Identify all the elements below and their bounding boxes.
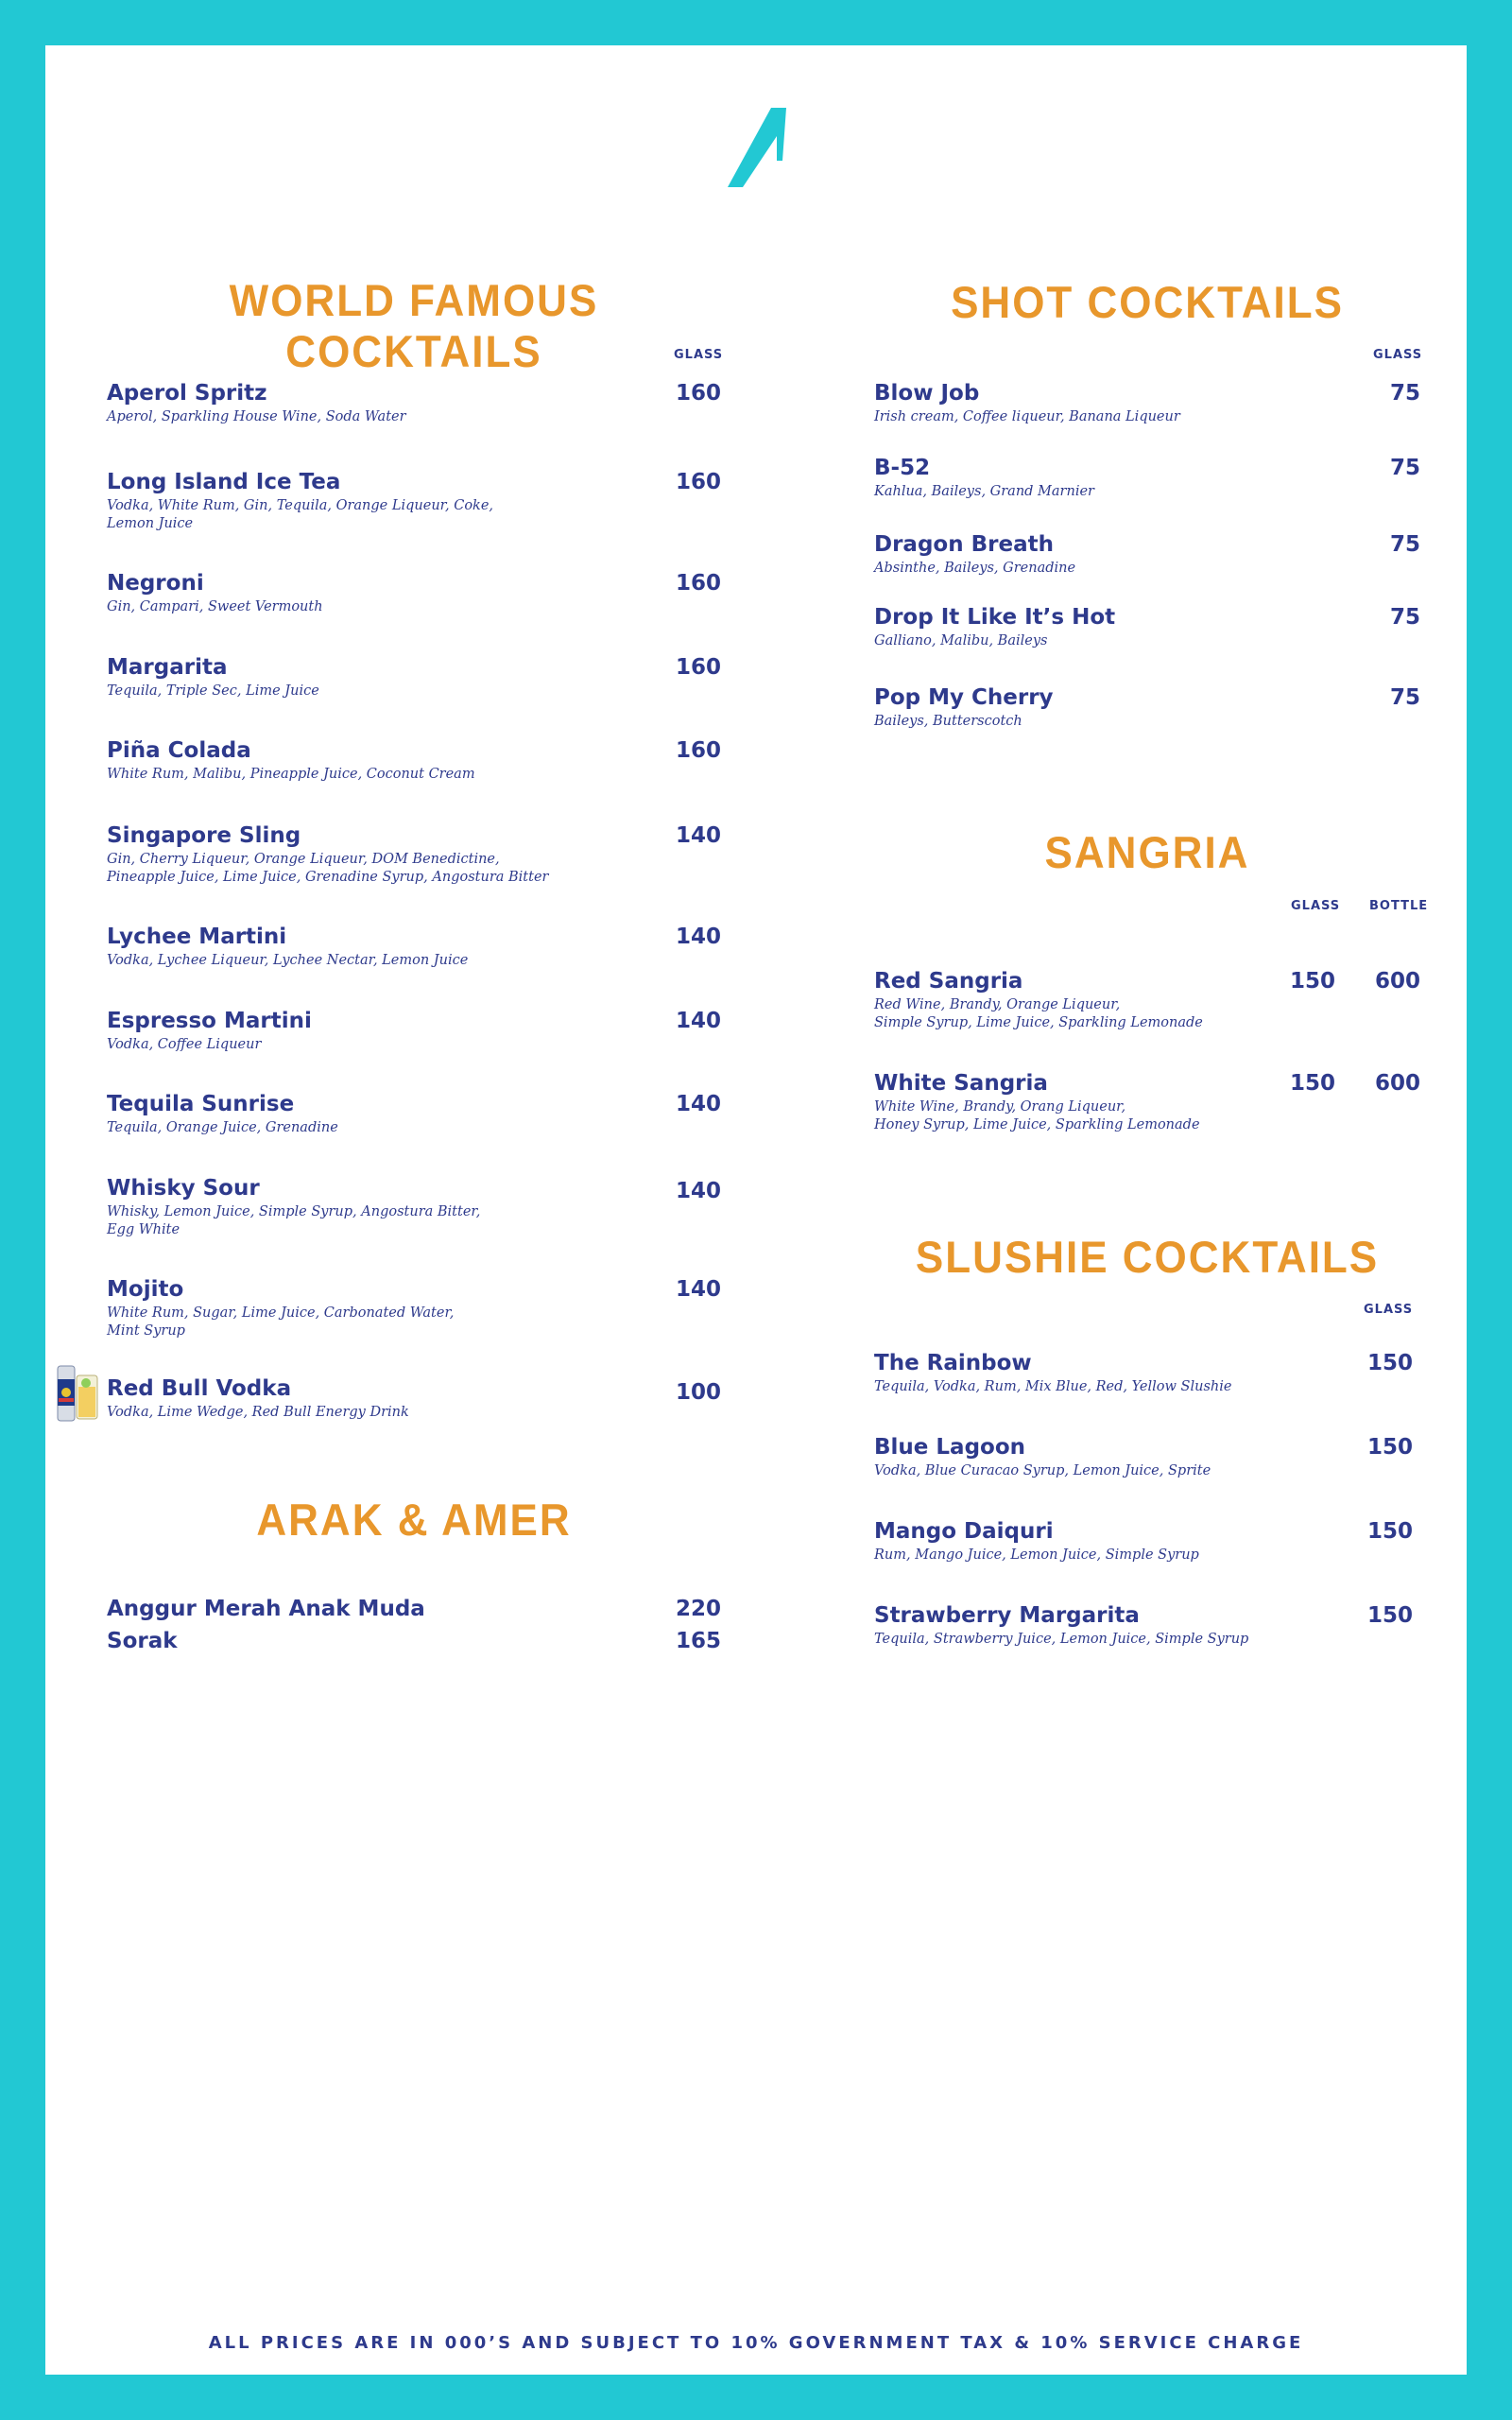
item-description: White Wine, Brandy, Orang Liqueur, Honey Syrup, Lime Juice, Sparkling Lemonade <box>874 1099 1200 1132</box>
item-price: 75 <box>1389 381 1420 406</box>
item-price-bottle: 600 <box>1374 969 1420 994</box>
menu-item <box>874 1518 1420 1564</box>
menu-item <box>107 1596 721 1622</box>
item-price: 75 <box>1389 532 1420 557</box>
redbull-can-icon <box>56 1362 101 1423</box>
item-price: 75 <box>1389 685 1420 710</box>
slushie-title: SLUSHIE COCKTAILS <box>915 1233 1380 1283</box>
item-description: Rum, Mango Juice, Lemon Juice, Simple Syrup <box>874 1547 1199 1563</box>
sangria-title: SANGRIA <box>1044 828 1250 878</box>
item-description: White Rum, Sugar, Lime Juice, Carbonated Water, Mint Syrup <box>107 1305 455 1339</box>
item-price: 150 <box>1366 1519 1413 1544</box>
item-price: 160 <box>675 381 721 406</box>
item-description: Gin, Cherry Liqueur, Orange Liqueur, DOM Benedictine, Pineapple Juice, Lime Juice, Grenadine Syrup, Angostura Bitter <box>107 852 549 885</box>
sangria-bottle-header: BOTTLE <box>1369 899 1429 913</box>
menu-item <box>874 1434 1420 1480</box>
menu-item <box>107 654 721 700</box>
menu-item <box>874 968 1420 1032</box>
item-price: 160 <box>675 655 721 680</box>
item-price-glass: 150 <box>1289 1071 1335 1096</box>
item-price: 75 <box>1389 456 1420 480</box>
item-description: Vodka, Lime Wedge, Red Bull Energy Drink <box>107 1405 409 1420</box>
item-description: Red Wine, Brandy, Orange Liqueur, Simple Syrup, Lime Juice, Sparkling Lemonade <box>874 997 1203 1030</box>
item-price: 150 <box>1366 1435 1413 1460</box>
item-description: Vodka, Blue Curacao Syrup, Lemon Juice, Sprite <box>874 1463 1211 1478</box>
item-name: Pop My Cherry <box>874 685 1054 710</box>
item-price: 140 <box>675 823 721 848</box>
item-price: 165 <box>675 1629 721 1653</box>
item-name: Piña Colada <box>107 738 251 763</box>
menu-item <box>107 1276 721 1340</box>
item-name: Mango Daiquri <box>874 1519 1054 1544</box>
menu-item <box>874 455 1420 501</box>
menu-item <box>874 604 1420 650</box>
item-price: 140 <box>675 1009 721 1033</box>
item-description: Tequila, Vodka, Rum, Mix Blue, Red, Yellow Slushie <box>874 1379 1232 1394</box>
item-name: Aperol Spritz <box>107 381 267 406</box>
item-price: 150 <box>1366 1603 1413 1628</box>
item-description: Kahlua, Baileys, Grand Marnier <box>874 484 1094 499</box>
menu-page <box>45 45 1467 2375</box>
item-name: Drop It Like It’s Hot <box>874 605 1116 630</box>
item-description: Absinthe, Baileys, Grenadine <box>874 561 1076 576</box>
item-name: Sorak <box>107 1629 178 1653</box>
item-name: Red Sangria <box>874 969 1023 994</box>
item-name: White Sangria <box>874 1071 1048 1096</box>
item-name: Red Bull Vodka <box>107 1376 292 1401</box>
item-price: 140 <box>675 1179 721 1203</box>
item-description: Whisky, Lemon Juice, Simple Syrup, Angostura Bitter, Egg White <box>107 1204 481 1237</box>
item-name: Mojito <box>107 1277 184 1302</box>
item-price: 75 <box>1389 605 1420 630</box>
item-name: Dragon Breath <box>874 532 1054 557</box>
logo-icon <box>728 108 794 187</box>
item-description: Vodka, Coffee Liqueur <box>107 1037 262 1052</box>
menu-item <box>107 737 721 784</box>
item-price: 140 <box>675 925 721 949</box>
sangria-glass-header: GLASS <box>1291 899 1341 913</box>
menu-item <box>107 380 721 426</box>
menu-item <box>874 1602 1420 1649</box>
item-price: 140 <box>675 1277 721 1302</box>
arak-title: ARAK & AMER <box>256 1495 572 1546</box>
item-description: Vodka, White Rum, Gin, Tequila, Orange Liqueur, Coke, Lemon Juice <box>107 498 494 531</box>
item-description: Baileys, Butterscotch <box>874 714 1022 729</box>
menu-item <box>107 924 721 970</box>
world-famous-glass-header: GLASS <box>674 348 724 362</box>
item-price: 140 <box>675 1092 721 1116</box>
item-name: Negroni <box>107 571 204 596</box>
item-description: Aperol, Sparkling House Wine, Soda Water <box>107 409 406 424</box>
item-name: Whisky Sour <box>107 1176 260 1201</box>
item-description: Tequila, Triple Sec, Lime Juice <box>107 683 319 699</box>
item-price: 220 <box>675 1597 721 1621</box>
item-name: Anggur Merah Anak Muda <box>107 1597 425 1621</box>
shot-glass-header: GLASS <box>1373 348 1423 362</box>
item-name: Tequila Sunrise <box>107 1092 295 1116</box>
item-price: 160 <box>675 571 721 596</box>
item-name: The Rainbow <box>874 1351 1032 1375</box>
menu-item <box>107 1628 721 1654</box>
menu-item <box>107 1008 721 1054</box>
item-name: Blow Job <box>874 381 980 406</box>
item-name: B-52 <box>874 456 931 480</box>
menu-item <box>107 822 721 887</box>
slushie-glass-header: GLASS <box>1364 1303 1414 1317</box>
item-name: Long Island Ice Tea <box>107 470 341 494</box>
item-price: 150 <box>1366 1351 1413 1375</box>
menu-item <box>107 1375 721 1422</box>
menu-item <box>874 1350 1420 1396</box>
shot-title: SHOT COCKTAILS <box>951 278 1344 328</box>
menu-item <box>874 531 1420 578</box>
item-name: Singapore Sling <box>107 823 301 848</box>
menu-item <box>874 380 1420 426</box>
item-price: 160 <box>675 738 721 763</box>
item-description: Vodka, Lychee Liqueur, Lychee Nectar, Lemon Juice <box>107 953 469 968</box>
item-price: 100 <box>675 1380 721 1405</box>
item-description: Galliano, Malibu, Baileys <box>874 633 1048 648</box>
world-famous-title: WORLD FAMOUS COCKTAILS <box>229 276 599 377</box>
menu-item <box>107 1175 721 1239</box>
item-description: Gin, Campari, Sweet Vermouth <box>107 599 323 614</box>
menu-item <box>107 1091 721 1137</box>
item-name: Strawberry Margarita <box>874 1603 1140 1628</box>
menu-item <box>107 570 721 616</box>
item-price-glass: 150 <box>1289 969 1335 994</box>
item-name: Blue Lagoon <box>874 1435 1026 1460</box>
footer-note: ALL PRICES ARE IN 000’S AND SUBJECT TO 10% GOVERNMENT TAX & 10% SERVICE CHARGE <box>208 2333 1304 2353</box>
item-description: Tequila, Orange Juice, Grenadine <box>107 1120 338 1135</box>
item-name: Lychee Martini <box>107 925 287 949</box>
item-name: Margarita <box>107 655 228 680</box>
item-description: Irish cream, Coffee liqueur, Banana Liqueur <box>874 409 1180 424</box>
item-description: Tequila, Strawberry Juice, Lemon Juice, Simple Syrup <box>874 1632 1249 1647</box>
menu-item <box>874 1070 1420 1134</box>
item-price: 160 <box>675 470 721 494</box>
item-name: Espresso Martini <box>107 1009 312 1033</box>
item-description: White Rum, Malibu, Pineapple Juice, Coconut Cream <box>107 767 475 782</box>
menu-item <box>874 684 1420 731</box>
item-price-bottle: 600 <box>1374 1071 1420 1096</box>
menu-item <box>107 469 721 533</box>
